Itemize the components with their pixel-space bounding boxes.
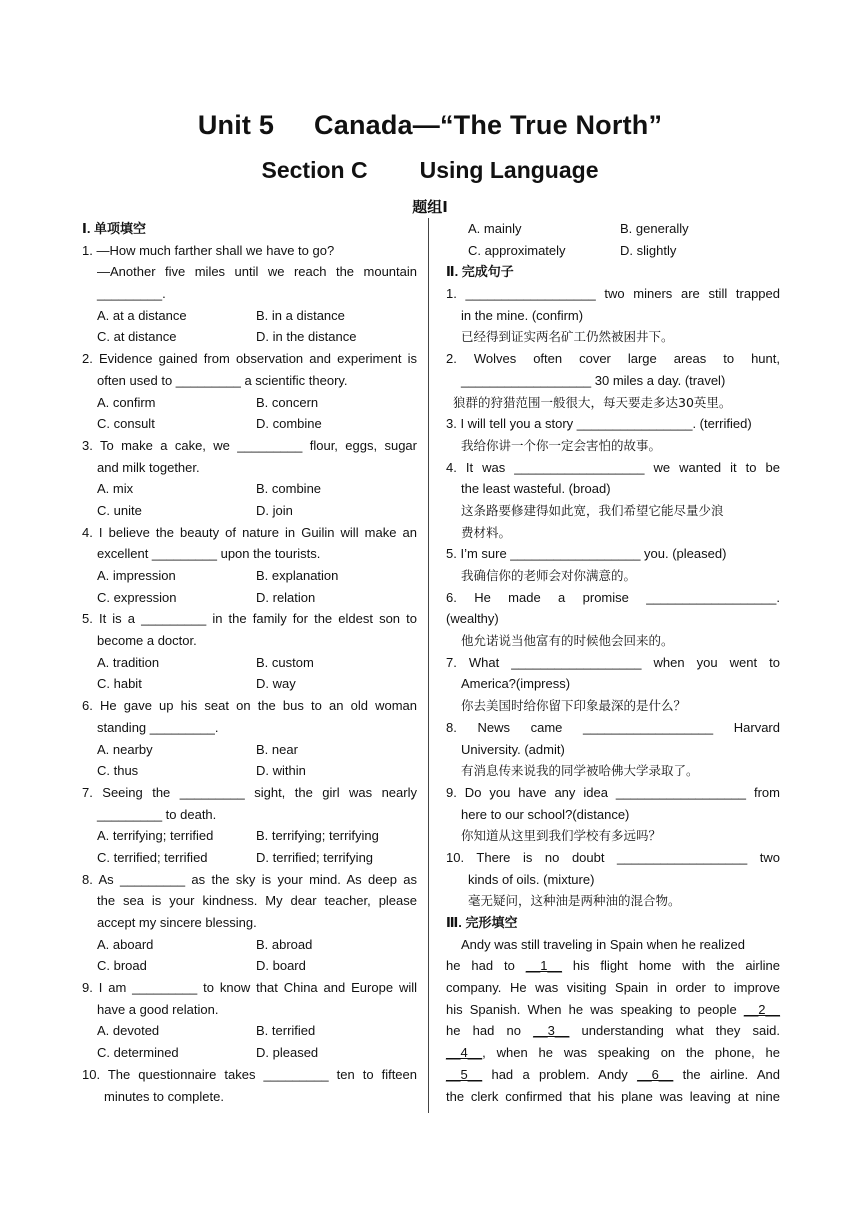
question-7-line: 7. Seeing the _________ sight, the girl was nearly — [82, 784, 417, 800]
question-9-line: have a good relation. — [97, 1001, 219, 1017]
question-1-line: 1. —How much farther shall we have to go? — [82, 242, 335, 258]
blank-1: __1__ — [525, 958, 562, 974]
sentence-10-line: 10. There is no doubt __________________ two — [446, 849, 780, 865]
passage-line: he had to __1__ his flight home with the airline — [446, 958, 781, 974]
left-column — [82, 218, 417, 1107]
sentence-9-translation: 你知道从这里到我们学校有多远吗？ — [461, 828, 662, 844]
options-row: C. expression D. relation — [97, 589, 316, 605]
passage-line: he had no __3__ understanding what they said. — [446, 1023, 780, 1039]
question-6-line: 6. He gave up his seat on the bus to an old woman — [82, 698, 417, 714]
options-row: A. terrifying; terrified B. terrifying; terrifying — [97, 828, 379, 844]
options-row: A. aboard B. abroad — [97, 936, 313, 952]
question-1-line: —Another five miles until we reach the mountain — [97, 264, 417, 280]
blank-2: __2__ — [743, 1001, 780, 1017]
section-title: Section C Using Language — [261, 157, 599, 183]
sentence-4-translation: 费材料。 — [461, 524, 512, 540]
question-5-line: 5. It is a _________ in the family for the eldest son to — [82, 611, 417, 627]
question-2-line: 2. Evidence gained from observation and experiment is — [82, 351, 417, 367]
question-2-line: often used to _________ a scientific theory. — [97, 372, 348, 388]
options-row: A. confirm B. concern — [97, 394, 319, 410]
sentence-6-line: 6. He made a promise __________________. — [446, 589, 780, 605]
section-heading-cloze: Ⅲ. 完形填空 — [446, 915, 518, 930]
sentence-5-translation: 我确信你的老师会对你满意的。 — [461, 568, 637, 583]
question-3-line: 3. To make a cake, we _________ flour, eggs, sugar — [82, 437, 417, 453]
options-row: A. nearby B. near — [97, 741, 298, 757]
question-1-line: _________. — [97, 286, 166, 302]
group-label: 题组Ⅰ — [412, 199, 448, 216]
sentence-7-line: America?(impress) — [461, 676, 571, 692]
sentence-6-translation: 他允诺说当他富有的时候他会回来的。 — [461, 633, 674, 649]
passage-line: his Spanish. When he was speaking to people __2__ — [446, 1001, 780, 1017]
question-5-line: become a doctor. — [97, 633, 197, 649]
passage-line: the clerk confirmed that his plane was leaving at nine — [446, 1088, 780, 1104]
unit-title: Unit 5 Canada—“The True North” — [197, 110, 663, 140]
question-6-line: standing _________. — [97, 719, 219, 735]
right-column — [446, 218, 780, 1107]
sentence-5-line: 5. I’m sure __________________ you. (pleased) — [446, 546, 727, 562]
question-9-line: 9. I am _________ to know that China and Europe will — [82, 980, 417, 996]
question-10-line: minutes to complete. — [104, 1088, 224, 1104]
column-divider — [428, 218, 429, 1113]
options-row: C. thus D. within — [97, 763, 306, 779]
sentence-4-line: the least wasteful. (broad) — [461, 481, 611, 497]
sentence-8-line: University. (admit) — [461, 741, 565, 757]
sentence-4-line: 4. It was __________________ we wanted it to be — [446, 459, 780, 475]
sentence-2-translation: 狼群的狩猎范围一般很大，每天要走多达30英里。 — [453, 394, 732, 410]
sentence-2-line: __________________ 30 miles a day. (travel) — [461, 372, 726, 388]
blank-6: __6__ — [637, 1066, 674, 1082]
question-7-line: _________ to death. — [97, 806, 217, 822]
passage-line: company. He was visiting Spain in order to improve — [446, 980, 780, 996]
options-row: A. impression B. explanation — [97, 568, 339, 583]
options-row: C. terrified; terrified D. terrified; terrifying — [97, 849, 374, 865]
blank-4: __4__ — [446, 1045, 483, 1061]
options-row: A. mix B. combine — [97, 481, 322, 497]
options-row: C. approximately D. slightly — [468, 242, 677, 258]
sentence-10-translation: 毫无疑问，这种油是两种油的混合物。 — [468, 893, 681, 909]
blank-5: __5__ — [446, 1066, 483, 1082]
sentence-4-translation: 这条路要修建得如此宽，我们希望它能尽量少浪 — [461, 502, 724, 518]
options-row: A. tradition B. custom — [97, 654, 314, 670]
blank-3: __3__ — [533, 1023, 570, 1039]
options-row: C. at distance D. in the distance — [97, 329, 357, 345]
sentence-3-line: 3. I will tell you a story ________________. (terrified) — [446, 416, 752, 432]
question-8-line: the sea is your kindness. My dear teacher, please — [97, 893, 417, 909]
section-heading-multiple-choice: Ⅰ. 单项填空 — [82, 221, 147, 236]
sentence-1-line: 1. __________________ two miners are still trapped — [446, 286, 780, 302]
options-row: A. mainly B. generally — [468, 221, 689, 236]
sentence-7-line: 7. What __________________ when you went to — [446, 654, 780, 670]
sentence-9-line: here to our school?(distance) — [461, 806, 630, 822]
question-8-line: accept my sincere blessing. — [97, 915, 257, 930]
passage-line: Andy was still traveling in Spain when he realized — [461, 936, 745, 952]
options-row: C. habit D. way — [97, 676, 296, 692]
options-row: C. determined D. pleased — [97, 1045, 319, 1061]
sentence-1-translation: 已经得到证实两名矿工仍然被困井下。 — [461, 329, 674, 345]
sentence-1-line: in the mine. (confirm) — [461, 307, 584, 323]
options-row: C. unite D. join — [97, 502, 293, 518]
sentence-3-translation: 我给你讲一个你一定会害怕的故事。 — [461, 437, 662, 453]
options-row: A. devoted B. terrified — [97, 1023, 316, 1039]
passage-line: __5__ had a problem. Andy __6__ the airline. And — [446, 1066, 780, 1082]
question-8-line: 8. As _________ as the sky is your mind. As deep as — [82, 871, 417, 887]
sentence-10-line: kinds of oils. (mixture) — [468, 871, 595, 887]
question-4-line: excellent _________ upon the tourists. — [97, 546, 321, 562]
sentence-6-line: (wealthy) — [446, 611, 499, 627]
question-10-line: 10. The questionnaire takes _________ ten to fifteen — [82, 1066, 417, 1082]
section-heading-complete-sentences: Ⅱ. 完成句子 — [446, 264, 514, 280]
sentence-8-line: 8. News came __________________ Harvard — [446, 719, 780, 735]
sentence-8-translation: 有消息传来说我的同学被哈佛大学录取了。 — [461, 763, 699, 779]
sentence-9-line: 9. Do you have any idea __________________ from — [446, 784, 780, 800]
options-row: C. consult D. combine — [97, 416, 322, 432]
sentence-2-line: 2. Wolves often cover large areas to hunt, — [446, 351, 780, 367]
options-row: C. broad D. board — [97, 958, 306, 974]
sentence-7-translation: 你去美国时给你留下印象最深的是什么？ — [461, 698, 687, 714]
passage-line: __4__, when he was speaking on the phone, he — [446, 1045, 780, 1061]
options-row: A. at a distance B. in a distance — [97, 307, 345, 323]
question-4-line: 4. I believe the beauty of nature in Guilin will make an — [82, 524, 417, 540]
question-3-line: and milk together. — [97, 459, 200, 475]
